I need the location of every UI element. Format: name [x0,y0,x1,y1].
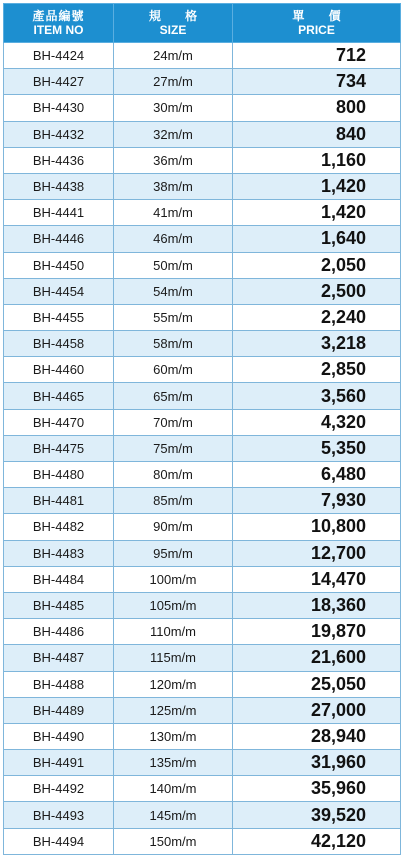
header-size [114,4,233,43]
price-cell: 42,120 [233,828,401,854]
size-cell: 145m/m [114,802,233,828]
table-row [4,514,401,540]
size-cell: 115m/m [114,645,233,671]
table-row [4,43,401,69]
size-cell: 110m/m [114,619,233,645]
size-cell: 38m/m [114,173,233,199]
size-cell: 75m/m [114,435,233,461]
item-no-cell: BH-4493 [4,802,114,828]
table-row [4,331,401,357]
size-cell: 36m/m [114,147,233,173]
item-no-cell: BH-4424 [4,43,114,69]
table-row [4,645,401,671]
size-cell: 30m/m [114,95,233,121]
table-row [4,383,401,409]
table-row [4,540,401,566]
header-price [233,4,401,43]
size-cell: 135m/m [114,750,233,776]
table-row [4,462,401,488]
price-cell: 35,960 [233,776,401,802]
item-no-cell: BH-4455 [4,304,114,330]
price-cell: 2,850 [233,357,401,383]
price-cell: 3,218 [233,331,401,357]
price-cell: 2,050 [233,252,401,278]
size-cell: 80m/m [114,462,233,488]
size-cell: 46m/m [114,226,233,252]
size-cell: 24m/m [114,43,233,69]
size-cell: 54m/m [114,278,233,304]
price-cell: 840 [233,121,401,147]
table-row [4,121,401,147]
item-no-cell: BH-4484 [4,566,114,592]
size-cell: 105m/m [114,592,233,618]
item-no-cell: BH-4488 [4,671,114,697]
item-no-cell: BH-4489 [4,697,114,723]
table-row [4,776,401,802]
size-cell: 95m/m [114,540,233,566]
item-no-cell: BH-4491 [4,750,114,776]
price-cell: 2,240 [233,304,401,330]
price-table-container [3,3,400,855]
size-cell: 58m/m [114,331,233,357]
item-no-cell: BH-4482 [4,514,114,540]
table-row [4,592,401,618]
table-body [4,43,401,855]
size-cell: 125m/m [114,697,233,723]
size-cell: 100m/m [114,566,233,592]
price-cell: 6,480 [233,462,401,488]
item-no-cell: BH-4446 [4,226,114,252]
size-cell: 27m/m [114,69,233,95]
table-row [4,252,401,278]
table-row [4,828,401,854]
header-item-en: ITEM NO [33,23,84,37]
table-row [4,173,401,199]
size-cell: 50m/m [114,252,233,278]
table-row [4,566,401,592]
item-no-cell: BH-4487 [4,645,114,671]
size-cell: 32m/m [114,121,233,147]
header-item-no [4,4,114,43]
table-row [4,723,401,749]
header-row [4,4,401,43]
item-no-cell: BH-4465 [4,383,114,409]
item-no-cell: BH-4450 [4,252,114,278]
price-cell: 27,000 [233,697,401,723]
price-cell: 19,870 [233,619,401,645]
item-no-cell: BH-4430 [4,95,114,121]
item-no-cell: BH-4460 [4,357,114,383]
item-no-cell: BH-4458 [4,331,114,357]
price-cell: 734 [233,69,401,95]
item-no-cell: BH-4427 [4,69,114,95]
item-no-cell: BH-4494 [4,828,114,854]
table-row [4,304,401,330]
price-cell: 18,360 [233,592,401,618]
table-row [4,69,401,95]
size-cell: 130m/m [114,723,233,749]
price-cell: 1,420 [233,200,401,226]
table-row [4,619,401,645]
size-cell: 90m/m [114,514,233,540]
table-row [4,409,401,435]
price-cell: 2,500 [233,278,401,304]
price-cell: 21,600 [233,645,401,671]
item-no-cell: BH-4490 [4,723,114,749]
item-no-cell: BH-4481 [4,488,114,514]
price-cell: 1,640 [233,226,401,252]
table-row [4,147,401,173]
header-item-zh: 產品編號 [32,9,85,23]
price-cell: 31,960 [233,750,401,776]
table-row [4,435,401,461]
size-cell: 70m/m [114,409,233,435]
item-no-cell: BH-4441 [4,200,114,226]
size-cell: 65m/m [114,383,233,409]
item-no-cell: BH-4438 [4,173,114,199]
item-no-cell: BH-4470 [4,409,114,435]
item-no-cell: BH-4492 [4,776,114,802]
table-row [4,697,401,723]
header-size-en: SIZE [159,23,187,37]
table-row [4,750,401,776]
size-cell: 60m/m [114,357,233,383]
price-cell: 800 [233,95,401,121]
price-cell: 3,560 [233,383,401,409]
size-cell: 85m/m [114,488,233,514]
size-cell: 120m/m [114,671,233,697]
size-cell: 150m/m [114,828,233,854]
price-cell: 10,800 [233,514,401,540]
price-cell: 4,320 [233,409,401,435]
header-price-zh: 單 價 [292,9,351,23]
price-cell: 712 [233,43,401,69]
item-no-cell: BH-4486 [4,619,114,645]
item-no-cell: BH-4432 [4,121,114,147]
table-row [4,226,401,252]
table-row [4,671,401,697]
header-size-zh: 規 格 [148,9,208,23]
price-cell: 12,700 [233,540,401,566]
item-no-cell: BH-4436 [4,147,114,173]
table-row [4,95,401,121]
header-price-en: PRICE [298,23,335,37]
item-no-cell: BH-4485 [4,592,114,618]
table-row [4,278,401,304]
price-cell: 7,930 [233,488,401,514]
price-cell: 1,160 [233,147,401,173]
price-cell: 25,050 [233,671,401,697]
price-cell: 5,350 [233,435,401,461]
item-no-cell: BH-4483 [4,540,114,566]
price-cell: 14,470 [233,566,401,592]
item-no-cell: BH-4480 [4,462,114,488]
table-row [4,802,401,828]
item-no-cell: BH-4475 [4,435,114,461]
item-no-cell: BH-4454 [4,278,114,304]
size-cell: 55m/m [114,304,233,330]
price-cell: 28,940 [233,723,401,749]
price-cell: 1,420 [233,173,401,199]
table-row [4,200,401,226]
table-row [4,357,401,383]
size-cell: 41m/m [114,200,233,226]
size-cell: 140m/m [114,776,233,802]
price-table [3,3,401,855]
price-cell: 39,520 [233,802,401,828]
table-header [4,4,401,43]
table-row [4,488,401,514]
